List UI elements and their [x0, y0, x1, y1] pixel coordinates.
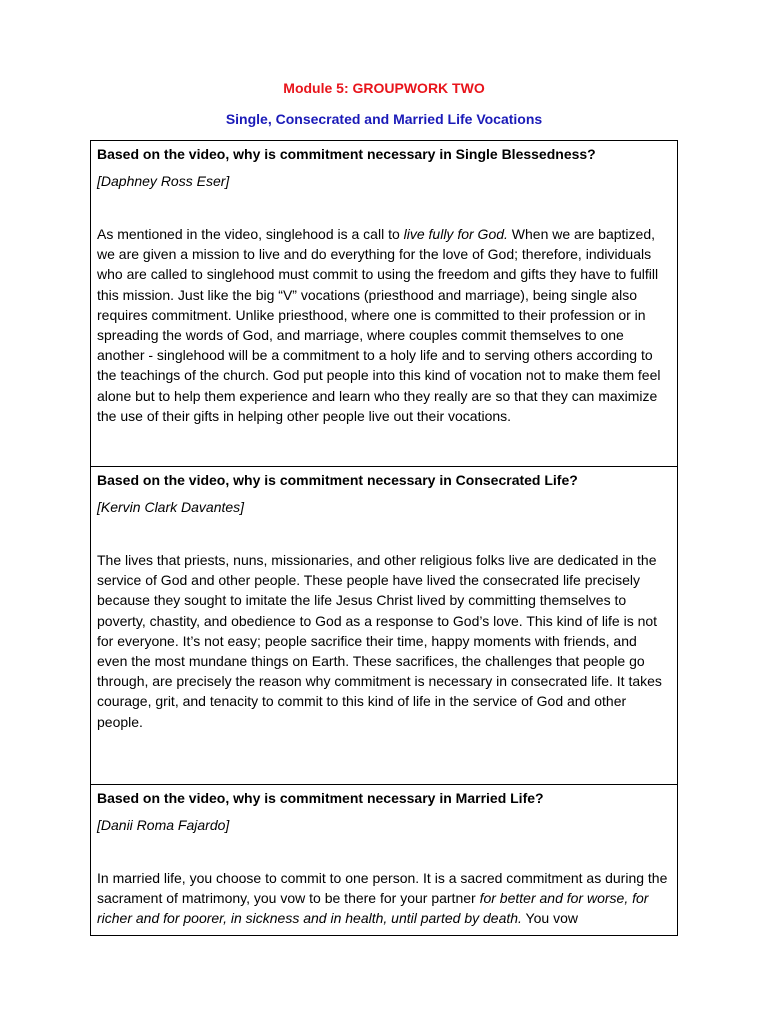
table-row — [91, 467, 678, 785]
table-row — [91, 141, 678, 467]
answer-married: In married life, you choose to commit to one person. It is a sacred commitment as during the sacrament of matrimony, you vow to be there for your partner for better and for worse, for richer and for poorer, in sickness and in health, until parted by death. You vow — [97, 870, 668, 927]
question-single: Based on the video, why is commitment necessary in Single Blessedness? — [97, 146, 596, 162]
module-title: Module 5: GROUPWORK TWO — [283, 80, 485, 96]
answer-single: As mentioned in the video, singlehood is a call to live fully for God. When we are baptized, we are given a mission to live and do everything for the love of God; therefore, individuals who are called to singlehood must commit to using the freedom and gifts they have to fulfill this mission. Just like the big “V” vocations (priesthood and marriage), being single also requires commitment. Unlike priesthood, where one is committed to their profession or in spreading the words of God, and marriage, where couples commit themselves to one another - singlehood will be a commitment to a holy life and to serving others according to the teachings of the church. God put people into this kind of vocation not to make them feel alone but to help them experience and learn who they really are so that they can maximize the use of their gifts in helping other people live out their vocations. — [97, 226, 661, 424]
section-single-blessedness — [91, 141, 678, 467]
author-consecrated: [Kervin Clark Davantes] — [97, 499, 245, 515]
answer-consecrated: The lives that priests, nuns, missionaries, and other religious folks live are dedicated in the service of God and other people. These people have lived the consecrated life precisely because they sought to imitate the life Jesus Christ lived by committing themselves to poverty, chastity, and obedience to God as a response to God’s love. This kind of life is not for everyone. It’s not easy; people sacrifice their time, happy moments with friends, and even the most mundane things on Earth. These sacrifices, the challenges that people go through, are precisely the reason why commitment is necessary in consecrated life. It takes courage, grit, and tenacity to commit to this kind of life in the service of God and other people. — [97, 552, 662, 730]
section-married-life — [91, 785, 678, 936]
author-single: [Daphney Ross Eser] — [97, 173, 230, 189]
questions-table — [90, 140, 678, 936]
question-married: Based on the video, why is commitment necessary in Married Life? — [97, 790, 544, 806]
author-married: [Danii Roma Fajardo] — [97, 817, 230, 833]
document-subtitle: Single, Consecrated and Married Life Vocations — [225, 111, 543, 127]
table-row — [91, 785, 678, 936]
question-consecrated: Based on the video, why is commitment necessary in Consecrated Life? — [97, 472, 578, 488]
section-consecrated-life — [91, 467, 678, 785]
